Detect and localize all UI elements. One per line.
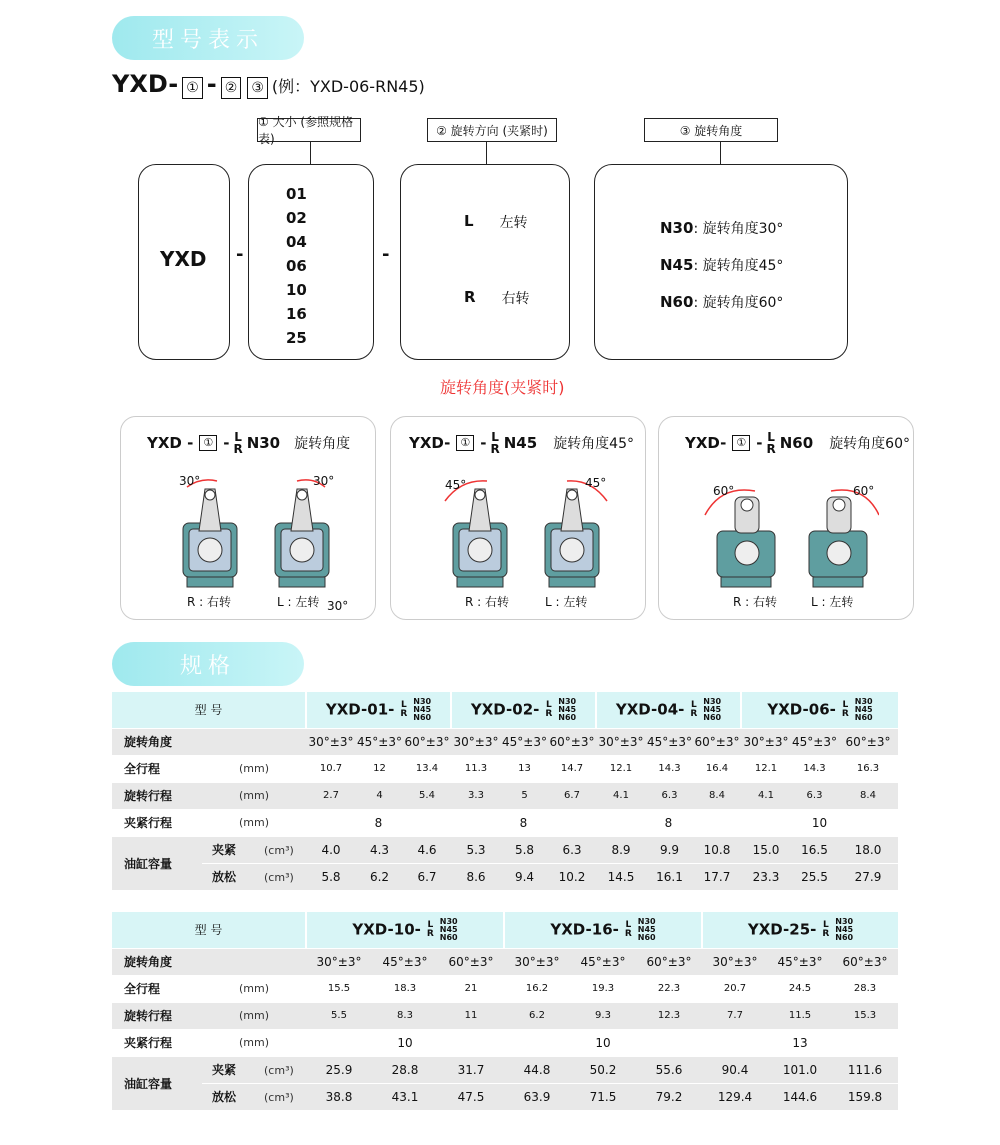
table-cell: 20.7 — [702, 975, 768, 1002]
table-cell: 30°±3° — [306, 728, 356, 755]
size-item: 04 — [286, 233, 307, 251]
table-cell: 60°±3° — [838, 728, 898, 755]
table-cell: 17.7 — [693, 863, 741, 890]
table-cell: 12.3 — [636, 1002, 702, 1029]
table-cell: 12.1 — [596, 755, 646, 782]
card-lr — [233, 431, 242, 455]
clamp-diagram-n45 — [431, 471, 611, 601]
row-capacity-clamp — [112, 836, 898, 863]
table-cell: 4.3 — [356, 836, 403, 863]
table-cell: 16.3 — [838, 755, 898, 782]
table-cell: (mm) — [202, 782, 306, 809]
table-cell: 8 — [306, 809, 451, 836]
size-list — [286, 182, 307, 350]
table-cell: 45°±3° — [501, 728, 548, 755]
table-cell: 10.2 — [548, 863, 596, 890]
table-cell: 11.3 — [451, 755, 501, 782]
caption-right: R : 右转 — [465, 595, 510, 609]
table-cell: 3.3 — [451, 782, 501, 809]
card-angle-text: 旋转角度45° — [553, 436, 635, 452]
row-rotation-stroke — [112, 782, 898, 809]
row-capacity-release — [112, 863, 898, 890]
table-cell: 9.3 — [570, 1002, 636, 1029]
table-cell: 8.6 — [451, 863, 501, 890]
table-cell: 11.5 — [768, 1002, 832, 1029]
table-cell: 10.8 — [693, 836, 741, 863]
clamp-left-drawing — [275, 474, 334, 587]
table-cell: 16.1 — [646, 863, 693, 890]
direction-box — [400, 164, 570, 360]
model-header: YXD-25- L R N30 N45 N60 — [702, 912, 898, 948]
lr-l: L — [234, 430, 242, 444]
card-code: N60 — [779, 434, 814, 452]
table-cell: 14.3 — [646, 755, 693, 782]
table-cell: 夹紧行程 — [112, 809, 202, 836]
table-cell: 12 — [356, 755, 403, 782]
deg-label: 45° — [585, 476, 607, 490]
card-box: ① — [732, 435, 750, 451]
table-cell: 旋转行程 — [112, 1002, 202, 1029]
row-angle — [112, 728, 898, 755]
table-cell: (mm) — [202, 809, 306, 836]
lr-l: L — [491, 430, 499, 444]
table-cell: 14.5 — [596, 863, 646, 890]
row-capacity-clamp — [112, 1056, 898, 1083]
card-code: N30 — [246, 434, 281, 452]
table-cell: 27.9 — [838, 863, 898, 890]
caption-extra: 30° — [327, 599, 349, 613]
table-cell: 4.0 — [306, 836, 356, 863]
table-cell: 45°±3° — [646, 728, 693, 755]
table-cell: 6.7 — [548, 782, 596, 809]
model-header: YXD-01- L R N30 N45 N60 — [306, 692, 451, 728]
main-code: YXD — [160, 247, 207, 271]
deg-label: 30° — [179, 474, 201, 488]
deg-label: 45° — [445, 478, 467, 492]
table-cell: 8 — [451, 809, 596, 836]
model-header: YXD-04- L R N30 N45 N60 — [596, 692, 741, 728]
angle-text: : 旋转角度45° — [693, 258, 784, 274]
table-cell: 8.4 — [693, 782, 741, 809]
table-cell: 30°±3° — [504, 948, 570, 975]
section-title-spec: 规格 — [112, 642, 304, 686]
table-cell: 159.8 — [832, 1083, 898, 1110]
table-cell: 21 — [438, 975, 504, 1002]
clamp-right-drawing — [183, 480, 237, 587]
card-angle-text: 旋转角度 — [294, 436, 351, 452]
table-cell: 45°±3° — [791, 728, 838, 755]
table-cell: 7.7 — [702, 1002, 768, 1029]
table-cell: 6.7 — [403, 863, 451, 890]
row-total-stroke — [112, 755, 898, 782]
card-prefix: YXD - — [147, 434, 194, 452]
table-cell: 30°±3° — [741, 728, 791, 755]
table-cell: 144.6 — [768, 1083, 832, 1110]
card-box: ① — [456, 435, 474, 451]
table-cell: 60°±3° — [548, 728, 596, 755]
table-cell: 129.4 — [702, 1083, 768, 1110]
table-cell: 30°±3° — [306, 948, 372, 975]
table-cell: 44.8 — [504, 1056, 570, 1083]
angle-code: N45 — [660, 256, 694, 274]
angle-item — [660, 255, 783, 275]
table-cell: 11 — [438, 1002, 504, 1029]
card-angle-text: 旋转角度60° — [829, 436, 911, 452]
table-cell: 16.2 — [504, 975, 570, 1002]
table-cell: 14.3 — [791, 755, 838, 782]
header-label: 型 号 — [112, 692, 306, 728]
table-cell: 全行程 — [112, 755, 202, 782]
table-cell: 47.5 — [438, 1083, 504, 1110]
header-label: 型 号 — [112, 912, 306, 948]
label-angle: ③ 旋转角度 — [644, 118, 778, 142]
connector-angle — [720, 142, 721, 166]
table-cell: 18.3 — [372, 975, 438, 1002]
table-cell: 6.2 — [356, 863, 403, 890]
table-cell: 8.4 — [838, 782, 898, 809]
model-code-line — [112, 70, 425, 99]
angle-text: : 旋转角度60° — [693, 295, 784, 311]
table-cell: 101.0 — [768, 1056, 832, 1083]
table-cell: 31.7 — [438, 1056, 504, 1083]
table-cell: 4.1 — [741, 782, 791, 809]
table-cell: 油缸容量 — [112, 836, 202, 890]
table-cell: 25.5 — [791, 863, 838, 890]
table-cell: 5 — [501, 782, 548, 809]
table-cell: 111.6 — [832, 1056, 898, 1083]
table-cell: 6.3 — [646, 782, 693, 809]
clamp-diagram-n60 — [699, 471, 879, 601]
caption-left: L : 左转 — [545, 595, 588, 609]
card-prefix: YXD- — [685, 434, 727, 452]
table-cell: 16.5 — [791, 836, 838, 863]
row-clamp-stroke — [112, 1029, 898, 1056]
table-cell: 45°±3° — [768, 948, 832, 975]
table-cell: 63.9 — [504, 1083, 570, 1110]
model-box-1: ① — [182, 77, 203, 99]
table-cell: 45°±3° — [356, 728, 403, 755]
table-cell: 30°±3° — [702, 948, 768, 975]
label-size: ① 大小 (参照规格表) — [257, 118, 361, 142]
table-cell: 28.8 — [372, 1056, 438, 1083]
caption-right: R : 右转 — [733, 595, 778, 609]
card-title: YXD- ① - L R N45 旋转角度45° — [409, 430, 635, 456]
table-cell: 10 — [504, 1029, 702, 1056]
card-lr — [767, 431, 776, 455]
angle-text: : 旋转角度30° — [693, 221, 784, 237]
table-cell: 10.7 — [306, 755, 356, 782]
table-cell: 6.3 — [548, 836, 596, 863]
model-header: YXD-16- L R N30 N45 N60 — [504, 912, 702, 948]
clamp-left-drawing — [809, 484, 879, 587]
angle-item — [660, 292, 783, 312]
table-cell: 14.7 — [548, 755, 596, 782]
angle-code: N60 — [660, 293, 694, 311]
table-cell: 6.2 — [504, 1002, 570, 1029]
table-cell: (mm) — [202, 755, 306, 782]
table-cell: 24.5 — [768, 975, 832, 1002]
table-cell: 45°±3° — [570, 948, 636, 975]
table-cell: 90.4 — [702, 1056, 768, 1083]
size-item: 10 — [286, 281, 307, 299]
table-cell: 38.8 — [306, 1083, 372, 1110]
angle-code: N30 — [660, 219, 694, 237]
card-title: YXD - ① - L R N30 旋转角度 — [147, 430, 351, 456]
table-cell: 6.3 — [791, 782, 838, 809]
clamp-diagram-n30 — [161, 471, 341, 601]
row-clamp-stroke — [112, 809, 898, 836]
table-cell: 5.4 — [403, 782, 451, 809]
table-cell: 夹紧行程 — [112, 1029, 202, 1056]
model-header: YXD-06- L R N30 N45 N60 — [741, 692, 898, 728]
model-header: YXD-02- L R N30 N45 N60 — [451, 692, 596, 728]
table-cell: 45°±3° — [372, 948, 438, 975]
size-item: 06 — [286, 257, 307, 275]
table-cell: (mm) — [202, 1002, 306, 1029]
table-cell: 13.4 — [403, 755, 451, 782]
model-header: YXD-10- L R N30 N45 N60 — [306, 912, 504, 948]
table-cell: 30°±3° — [596, 728, 646, 755]
table-cell: 15.3 — [832, 1002, 898, 1029]
table-cell: 5.5 — [306, 1002, 372, 1029]
angle-card-n30 — [120, 416, 376, 620]
table-cell: (mm) — [202, 975, 306, 1002]
table-cell: 55.6 — [636, 1056, 702, 1083]
table-cell: 9.9 — [646, 836, 693, 863]
direction-right — [464, 288, 530, 308]
table-cell: 30°±3° — [451, 728, 501, 755]
connector-direction — [486, 142, 487, 166]
table-cell: 2.7 — [306, 782, 356, 809]
caption-left: L : 左转 — [811, 595, 854, 609]
card-box: ① — [199, 435, 217, 451]
table-cell: 全行程 — [112, 975, 202, 1002]
lr-r: R — [766, 442, 776, 456]
table-cell: 油缸容量 — [112, 1056, 202, 1110]
table-cell: 19.3 — [570, 975, 636, 1002]
angle-card-n45 — [390, 416, 646, 620]
table-cell: 4 — [356, 782, 403, 809]
model-box-2: ② — [221, 77, 242, 99]
card-prefix: YXD- — [409, 434, 451, 452]
direction-text: 右转 — [501, 291, 530, 307]
table-cell: 15.5 — [306, 975, 372, 1002]
table-cell: 60°±3° — [403, 728, 451, 755]
table-cell: 23.3 — [741, 863, 791, 890]
table-cell: 10 — [741, 809, 898, 836]
table-cell: 16.4 — [693, 755, 741, 782]
table-cell: 79.2 — [636, 1083, 702, 1110]
table-cell: 放松 (cm³) — [202, 863, 306, 890]
model-dash: - — [206, 70, 217, 98]
table-cell: 22.3 — [636, 975, 702, 1002]
table-cell: 12.1 — [741, 755, 791, 782]
angle-section-title: 旋转角度(夹紧时) — [440, 378, 565, 397]
table-cell: 18.0 — [838, 836, 898, 863]
direction-code: R — [464, 288, 476, 306]
table-cell: 夹紧 (cm³) — [202, 1056, 306, 1083]
model-prefix: YXD- — [112, 70, 179, 98]
direction-text: 左转 — [499, 215, 528, 231]
card-title: YXD- ① - L R N60 旋转角度60° — [685, 430, 911, 456]
size-item: 25 — [286, 329, 307, 347]
angle-card-n60 — [658, 416, 914, 620]
table-cell: 10 — [306, 1029, 504, 1056]
spec-table-2 — [112, 912, 898, 1111]
table-cell: 旋转角度 — [112, 948, 306, 975]
table-cell: 9.4 — [501, 863, 548, 890]
connector-size — [310, 142, 311, 166]
table-cell: 5.3 — [451, 836, 501, 863]
row-rotation-stroke — [112, 1002, 898, 1029]
table-cell: 71.5 — [570, 1083, 636, 1110]
table-cell: 13 — [501, 755, 548, 782]
table-cell: 旋转角度 — [112, 728, 306, 755]
table-cell: 60°±3° — [438, 948, 504, 975]
clamp-right-drawing — [705, 490, 775, 587]
caption-left: L : 左转 — [277, 595, 320, 609]
clamp-left-drawing — [545, 476, 607, 587]
row-angle — [112, 948, 898, 975]
table-cell: 28.3 — [832, 975, 898, 1002]
direction-code: L — [464, 212, 474, 230]
lr-r: R — [490, 442, 500, 456]
dash-1: - — [236, 244, 244, 265]
table-cell: 15.0 — [741, 836, 791, 863]
table-cell: 夹紧 (cm³) — [202, 836, 306, 863]
size-item: 02 — [286, 209, 307, 227]
table-cell: (mm) — [202, 1029, 306, 1056]
table-cell: 60°±3° — [693, 728, 741, 755]
angle-item — [660, 218, 783, 238]
lr-r: R — [233, 442, 243, 456]
table-cell: 60°±3° — [636, 948, 702, 975]
card-lr — [491, 431, 500, 455]
direction-left — [464, 212, 528, 232]
deg-label: 60° — [713, 484, 735, 498]
table-cell: 8.9 — [596, 836, 646, 863]
table-cell: 5.8 — [501, 836, 548, 863]
table-cell: 旋转行程 — [112, 782, 202, 809]
table-cell: 8 — [596, 809, 741, 836]
section-title-model: 型号表示 — [112, 16, 304, 60]
table-cell: 60°±3° — [832, 948, 898, 975]
label-direction: ② 旋转方向 (夹紧时) — [427, 118, 557, 142]
table-cell: 4.1 — [596, 782, 646, 809]
size-box — [248, 164, 374, 360]
table-cell: 5.8 — [306, 863, 356, 890]
card-code: N45 — [503, 434, 538, 452]
table-cell: 放松 (cm³) — [202, 1083, 306, 1110]
table-cell: 13 — [702, 1029, 898, 1056]
table-cell: 43.1 — [372, 1083, 438, 1110]
deg-label: 60° — [853, 484, 875, 498]
table-cell: 4.6 — [403, 836, 451, 863]
row-capacity-release — [112, 1083, 898, 1110]
spec-table-1 — [112, 692, 898, 891]
table-cell: 50.2 — [570, 1056, 636, 1083]
caption-right: R : 右转 — [187, 595, 232, 609]
size-item: 01 — [286, 185, 307, 203]
dash-2: - — [382, 244, 390, 265]
model-box-3: ③ — [247, 77, 268, 99]
table-cell: 25.9 — [306, 1056, 372, 1083]
deg-label: 30° — [313, 474, 335, 488]
row-total-stroke — [112, 975, 898, 1002]
model-example: (例：YXD-06-RN45) — [271, 77, 425, 96]
table-cell: 8.3 — [372, 1002, 438, 1029]
lr-l: L — [767, 430, 775, 444]
size-item: 16 — [286, 305, 307, 323]
clamp-right-drawing — [445, 481, 507, 587]
